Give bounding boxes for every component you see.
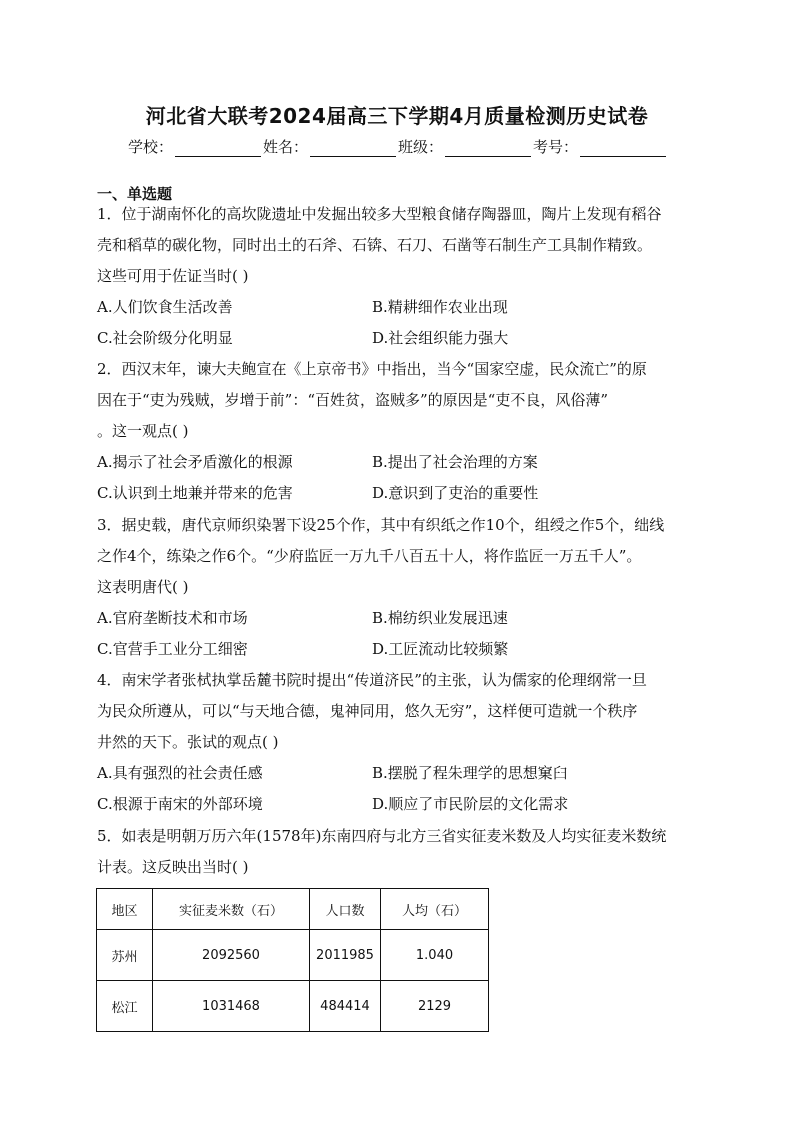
question-4	[97, 665, 702, 758]
table-cell: 松江	[97, 981, 153, 1032]
option-b[interactable]: B.摆脱了程朱理学的思想窠臼	[372, 764, 568, 782]
grain-tax-table	[96, 888, 489, 1032]
question-line: 3．据史载，唐代京师织染署下设25个作，其中有织纸之作10个，组绶之作5个，绌线	[97, 516, 665, 534]
name-blank[interactable]	[310, 140, 396, 157]
question-1-options	[97, 292, 702, 354]
question-line: 4．南宋学者张栻执掌岳麓书院时提出“传道济民”的主张，认为儒家的伦理纲常一旦	[97, 671, 647, 689]
question-5	[97, 821, 702, 883]
option-a[interactable]: A.具有强烈的社会责任感	[97, 764, 263, 782]
question-line: 为民众所遵从，可以“与天地合德，鬼神同用，悠久无穷”，这样便可造就一个秩序	[97, 702, 638, 720]
exam-title: 河北省大联考2024届高三下学期4月质量检测历史试卷	[145, 104, 649, 128]
option-a[interactable]: A.揭示了社会矛盾激化的根源	[97, 453, 293, 471]
section-heading: 一、单选题	[97, 185, 173, 203]
question-line: 1．位于湖南怀化的高坎陇遗址中发掘出较多大型粮食储存陶器皿，陶片上发现有稻谷	[97, 205, 662, 223]
school-label: 学校：	[127, 138, 173, 156]
table-header: 人均（石）	[381, 889, 489, 930]
student-info-line	[0, 136, 794, 157]
table-cell: 1031468	[153, 981, 310, 1032]
option-b[interactable]: B.棉纺织业发展迅速	[372, 609, 508, 627]
option-c[interactable]: C.认识到土地兼并带来的危害	[97, 484, 293, 502]
question-3	[97, 510, 702, 603]
option-c[interactable]: C.根源于南宋的外部环境	[97, 795, 263, 813]
option-d[interactable]: D.顺应了市民阶层的文化需求	[372, 795, 569, 813]
question-line: 5．如表是明朝万历六年(1578年)东南四府与北方三省实征麦米数及人均实征麦米数统	[97, 827, 667, 845]
table-header: 地区	[97, 889, 153, 930]
table-header: 实征麦米数（石）	[153, 889, 310, 930]
number-label: 考号：	[533, 138, 579, 156]
table-cell: 1.040	[381, 930, 489, 981]
question-line: 计表。这反映出当时( )	[97, 858, 249, 876]
question-line: 因在于“吏为残贼，岁增于前”：“百姓贫，盗贼多”的原因是“吏不良，风俗薄”	[97, 391, 609, 409]
question-line: 2．西汉末年，谏大夫鲍宣在《上京帝书》中指出，当今“国家空虚，民众流亡”的原	[97, 360, 647, 378]
table-header-row	[97, 889, 489, 930]
table-row	[97, 981, 489, 1032]
question-4-options	[97, 758, 702, 820]
table-cell: 2129	[381, 981, 489, 1032]
table-cell: 苏州	[97, 930, 153, 981]
option-d[interactable]: D.意识到了吏治的重要性	[372, 484, 539, 502]
number-blank[interactable]	[580, 140, 666, 157]
question-line: 这些可用于佐证当时( )	[97, 267, 249, 285]
question-line: 。这一观点( )	[97, 422, 189, 440]
question-line: 之作4个，练染之作6个。“少府监匠一万九千八百五十人，将作监匠一万五千人”。	[97, 547, 642, 565]
question-2-options	[97, 447, 702, 509]
question-3-options	[97, 603, 702, 665]
question-line: 井然的天下。张试的观点( )	[97, 733, 279, 751]
name-label: 姓名：	[262, 138, 308, 156]
question-1	[97, 199, 702, 292]
option-a[interactable]: A.官府垄断技术和市场	[97, 609, 248, 627]
school-field[interactable]	[128, 136, 261, 157]
table-cell: 2011985	[310, 930, 381, 981]
number-field[interactable]	[533, 136, 666, 157]
option-c[interactable]: C.社会阶级分化明显	[97, 329, 233, 347]
option-a[interactable]: A.人们饮食生活改善	[97, 298, 233, 316]
option-c[interactable]: C.官营手工业分工细密	[97, 640, 248, 658]
class-field[interactable]	[398, 136, 531, 157]
school-blank[interactable]	[175, 140, 261, 157]
option-b[interactable]: B.精耕细作农业出现	[372, 298, 508, 316]
class-blank[interactable]	[445, 140, 531, 157]
question-2	[97, 354, 702, 447]
name-field[interactable]	[263, 136, 396, 157]
question-line: 壳和稻草的碳化物，同时出土的石斧、石锛、石刀、石凿等石制生产工具制作精致。	[97, 236, 653, 254]
table-header: 人口数	[310, 889, 381, 930]
option-d[interactable]: D.工匠流动比较频繁	[372, 640, 509, 658]
table-row	[97, 930, 489, 981]
question-line: 这表明唐代( )	[97, 578, 189, 596]
table-cell: 484414	[310, 981, 381, 1032]
class-label: 班级：	[398, 138, 444, 156]
option-d[interactable]: D.社会组织能力强大	[372, 329, 509, 347]
table-cell: 2092560	[153, 930, 310, 981]
option-b[interactable]: B.提出了社会治理的方案	[372, 453, 538, 471]
